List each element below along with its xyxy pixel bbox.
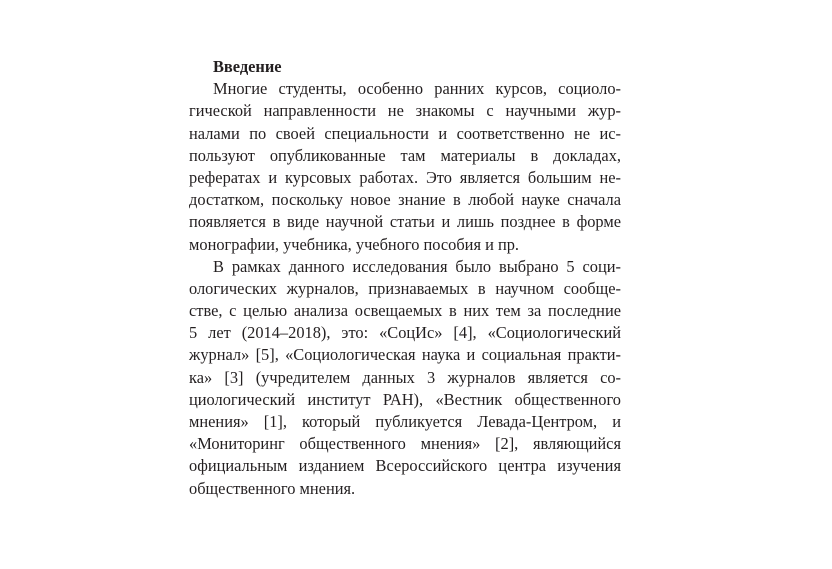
paragraph-2-line: официальным изданием Всероссийского центра изучения [189, 456, 621, 476]
document-text [189, 56, 621, 500]
paragraph-1-line: пользуют опубликованные там материалы в докладах, [189, 145, 621, 165]
paragraph-1-line: Многие студенты, особенно ранних курсов, социоло- [213, 79, 621, 99]
paragraph-2-line: «Мониторинг общественного мнения» [2], являющийся [189, 434, 621, 454]
paragraph-2-line: ологических журналов, признаваемых в научном сообще- [189, 278, 621, 298]
paragraph-1-line: монографии, учебника, учебного пособия и пр. [189, 234, 520, 254]
paragraph-1-line: гической направленности не знакомы с научными жур- [189, 101, 621, 121]
paragraph-2-line: циологический институт РАН), «Вестник общественного [189, 389, 621, 409]
paragraph-2-line: 5 лет (2014–2018), это: «СоцИс» [4], «Социологический [189, 323, 621, 343]
paragraph-1-line: налами по своей специальности и соответственно не ис- [189, 123, 621, 143]
paragraph-2-line: мнения» [1], который публикуется Левада-Центром, и [189, 412, 621, 431]
paragraph-2-line: общественного мнения. [189, 478, 356, 498]
paragraph-2-line: ка» [3] (учредителем данных 3 журналов является со- [189, 367, 621, 387]
paragraph-1-line: появляется в виде научной статьи и лишь позднее в форме [189, 212, 621, 232]
paragraph-1-line: рефератах и курсовых работах. Это является большим не- [189, 167, 621, 187]
paragraph-2-line: стве, с целью анализа освещаемых в них тем за последние [189, 301, 621, 321]
section-heading: Введение [213, 57, 282, 76]
paragraph-2-line: В рамках данного исследования было выбрано 5 соци- [213, 256, 621, 276]
paragraph-1-line: достатком, поскольку новое знание в любой науке сначала [189, 190, 621, 210]
paragraph-2-line: журнал» [5], «Социологическая наука и социальная практи- [189, 345, 621, 365]
